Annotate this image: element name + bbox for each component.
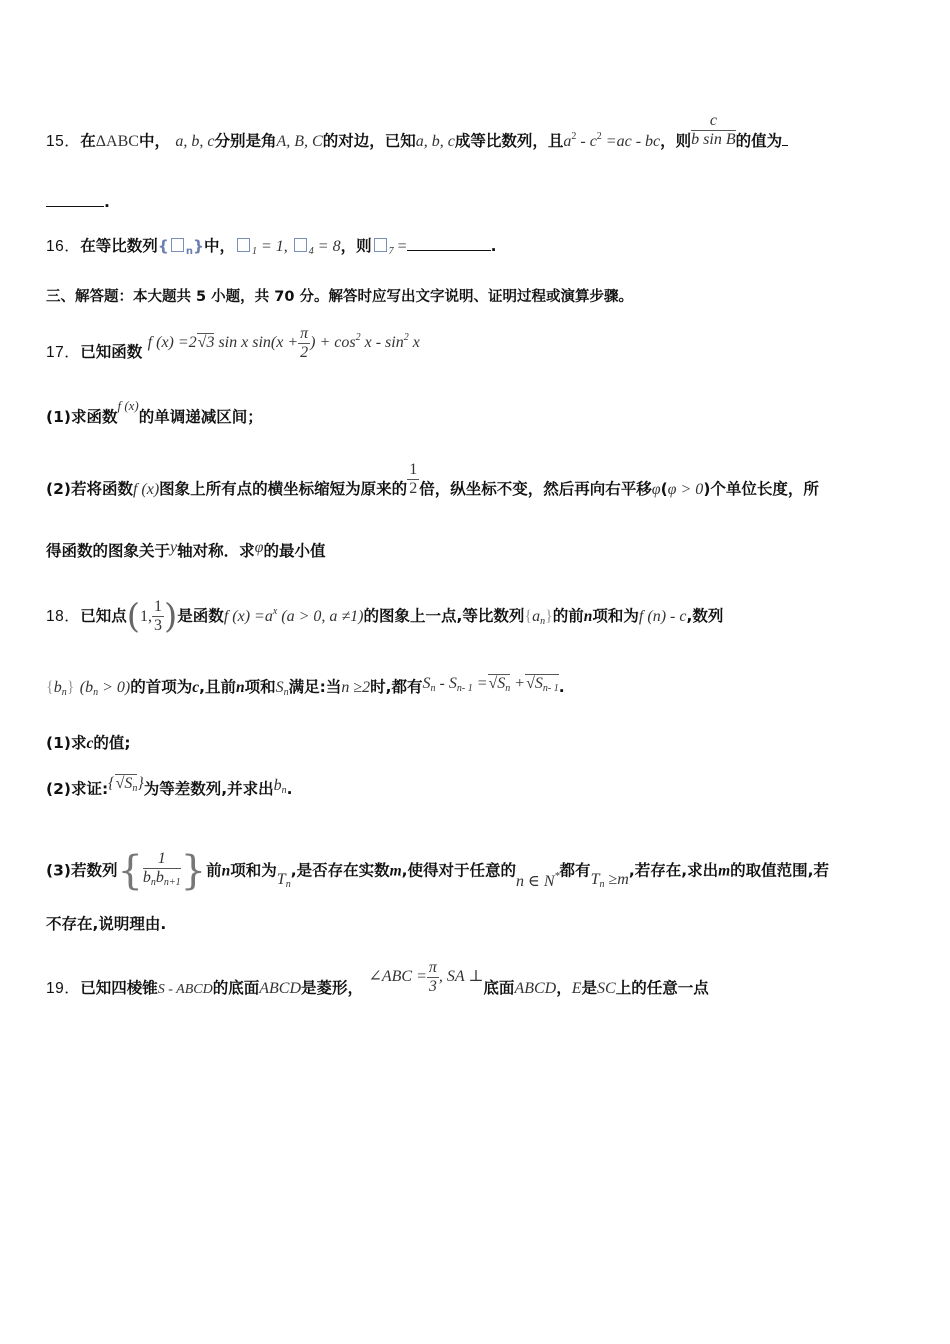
question-18-part-1: (1)求c的值; (46, 734, 131, 752)
question-18-cont: $\{b_n\} (b_n > 0)$的首项为c,且前n项和$S_n$满足:当n ≥2时,都有$S_n - S_{n- 1} =√S_n +√S_{n- 1}$. (46, 675, 565, 698)
fraction: $\frac{c}{\text{b sin B}}$ (691, 112, 736, 148)
recurrence-relation: $S_n - S_{n- 1} =√S_n +√S_{n- 1}$ (422, 675, 559, 694)
section-heading: 三、解答题：本大题共 5 小题，共 70 分。解答时应写出文字说明、证明过程或演算步骤。 (46, 289, 633, 305)
question-19: 19．已知四棱锥S - ABCD的底面ABCD是菱形， ∠ABC = $\frac{\pi}{3}$ , SA ⊥底面ABCD，E是SC上的任意一点 (46, 959, 709, 998)
question-17-part-2: (2)若将函数f (x)图象上所有点的横坐标缩短为原来的 $\frac{1}{2}$ 倍，纵坐标不变，然后再向右平移φ(φ > 0)个单位长度，所 (46, 461, 819, 498)
question-18: 18．已知点(1, $\frac{1}{3}$ )是函数f $(x) =a^x$ (a > 0, a ≠1)的图象上一点,等比数列$\{a_n\}$的前n项和为f (n) - c,数列 (46, 596, 724, 637)
question-17: 17．已知函数 f (x) =2√3 sin x sin(x + $\frac{\pi}{2}$ ) + $\cos^2 x - \sin^2 x$ (46, 325, 420, 362)
fraction: $\frac{1}{3}$ (154, 598, 163, 634)
question-number: 16． (46, 238, 81, 255)
placeholder-box-icon (171, 238, 184, 252)
question-18-part-3-cont: 不存在,说明理由. (46, 915, 167, 933)
question-number: 17． (46, 344, 81, 362)
question-18-part-3: (3)若数列{ $\frac{1}{b_nb_{n+1}}$ }前n项和为$T_n$,是否存在实数m,使得对于任意的n ∈ N*都有$T_n \ge m$,若存在,求出m的取值范围,若 (46, 848, 830, 894)
question-18-part-2: (2)求证$:\{√S_n\}$为等差数列,并求出$b_n$. (46, 775, 293, 798)
fraction: $\frac{1}{b_nb_{n+1}}$ (142, 850, 181, 888)
placeholder-box-icon (374, 238, 387, 252)
answer-blank[interactable] (782, 129, 788, 146)
question-16: 16．在等比数列{ $_n$}中， $_1$ = 1, $_4$ = 8，则 $_7$ = . (46, 234, 497, 263)
sqrt: √3 (197, 334, 215, 352)
question-15-blank: . (46, 190, 110, 213)
question-number: 15． (46, 133, 81, 150)
answer-blank[interactable] (407, 234, 491, 251)
function-definition: f (x) =2√3 sin x sin(x + $\frac{\pi}{2}$ ) + $\cos^2 x - \sin^2 x$ (147, 325, 420, 361)
fraction: $\frac{1}{2}$ (409, 461, 418, 497)
question-17-part-2-cont: 得函数的图象关于y轴对称．求φ的最小值 (46, 539, 326, 560)
fraction: $\frac{\pi}{2}$ (300, 325, 309, 361)
sequence-brace-icon: { $_n$} (157, 237, 204, 257)
angle-condition: ∠ABC = $\frac{\pi}{3}$ , SA ⊥ (368, 959, 484, 995)
answer-blank[interactable] (46, 190, 104, 207)
fraction: $\frac{\pi}{3}$ (428, 959, 437, 995)
question-number: 19． (46, 980, 81, 998)
placeholder-box-icon (237, 238, 250, 252)
question-17-part-1: (1)求函数$^{f (x)}$的单调递减区间； (46, 398, 263, 426)
placeholder-box-icon (294, 238, 307, 252)
question-number: 18． (46, 608, 81, 625)
question-15: 15．在ΔABC中， a, b, c分别是角A, B, C的对边，已知a, b, c成等比数列，且$a^2 - c^2 =ac$ - bc，则 $\frac{c}{\text{b sin B}}$ 的值为 (46, 126, 788, 153)
